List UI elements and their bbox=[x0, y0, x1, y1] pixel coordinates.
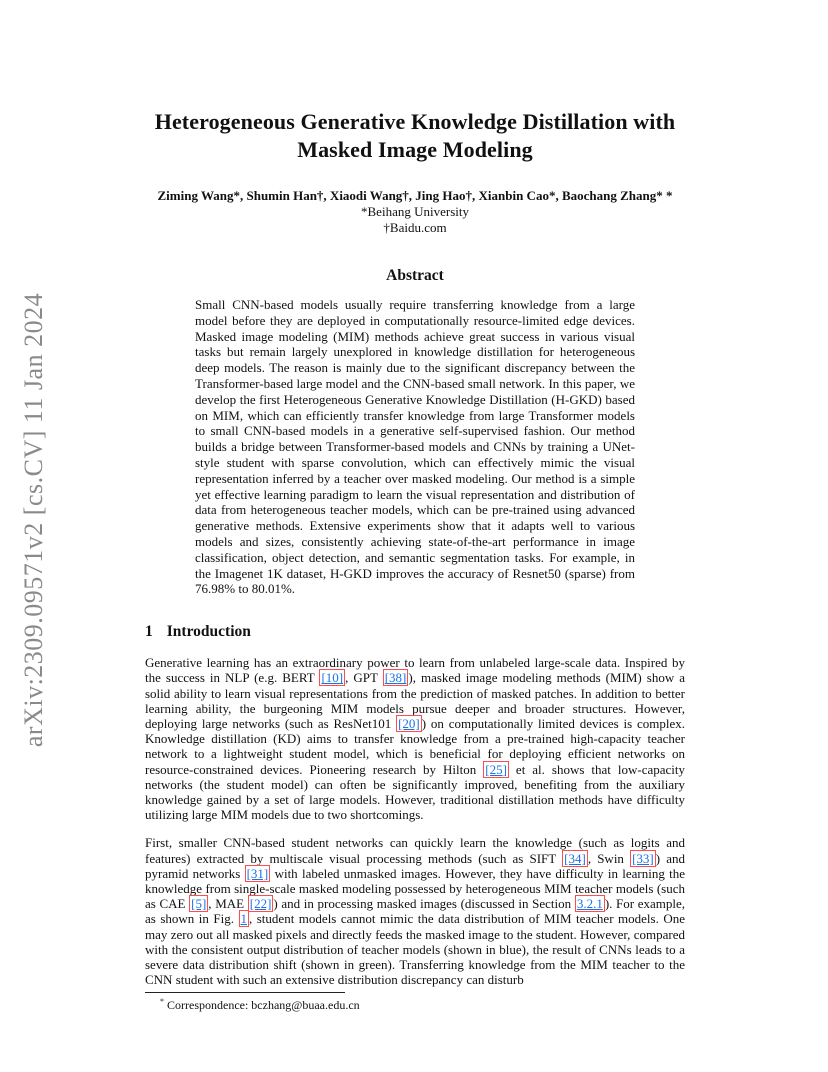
text-run: , Swin bbox=[587, 850, 631, 866]
text-run: First, smaller CNN-based student networks can quickly learn the knowledge (such as logits and features) extracted by multiscale visual processing methods (such as SIFT bbox=[145, 835, 685, 866]
text-run: ), masked image modeling methods (MIM) show a solid ability to learn visual representations from the prediction of masked patches. In addition to better learning ability, the burgeoning MIM models pursue deeper and broader structures. However, deploying large networks (such as ResNet101 bbox=[145, 670, 685, 731]
affiliation-2: †Baidu.com bbox=[383, 220, 447, 235]
text-run: et al. shows that low-capacity networks (the student model) can often be significantly improved, benefiting from the auxiliary knowledge gained by a set of large models. However, traditional distillation methods have difficulty utilizing large MIM models due to two shortcomings. bbox=[145, 761, 685, 823]
footnote-text: Correspondence: bczhang@buaa.edu.cn bbox=[167, 998, 360, 1012]
text-run: , student models cannot mimic the data distribution of MIM teacher models. One may zero out all masked pixels and directly feeds the masked image to the student. However, compared with the consistent output distribution of teacher models (shown in blue), the result of CNNs leads to a severe data distribution shift (shown in green). Transferring knowledge from the MIM teacher to the CNN student with such an extensive distribution discrepancy can disturb bbox=[145, 911, 685, 988]
figure-link[interactable]: 1 bbox=[240, 911, 247, 927]
citation-link[interactable]: [33] bbox=[632, 850, 654, 866]
citation-link[interactable]: [22] bbox=[249, 896, 272, 912]
author-block bbox=[145, 188, 685, 236]
citation-link[interactable]: [25] bbox=[485, 761, 507, 777]
footnote bbox=[160, 995, 360, 1012]
section-number: 1 bbox=[145, 623, 153, 641]
abstract-body: Small CNN-based models usually require transferring knowledge from a large model before they are deployed in computationally resource-limited edge devices. Masked image modeling (MIM) methods achieve great success in various visual tasks but remain largely unexplored in knowledge distillation for heterogeneous deep models. The reason is mainly due to the significant discrepancy between the Transformer-based large model and the CNN-based small network. In this paper, we develop the first Heterogeneous Generative Knowledge Distillation (H-GKD) based on MIM, which can efficiently transfer knowledge from large Transformer models to small CNN-based models in a generative self-supervised fashion. Our method builds a bridge between Transformer-based models and CNNs by training a UNet-style student with sparse convolution, which can effectively mimic the visual representation inferred by a teacher over masked modeling. Our method is a simple yet effective learning paradigm to learn the visual representation and distribution of data from heterogeneous teacher models, which can be pre-trained using advanced generative methods. Extensive experiments show that it adapts well to various models and sizes, consistently achieving state-of-the-art performance in image classification, object detection, and semantic segmentation tasks. For example, in the Imagenet 1K dataset, H-GKD improves the accuracy of Resnet50 (sparse) from 76.98% to 80.01%. bbox=[195, 297, 635, 597]
text-run: ) and in processing masked images (discussed in Section bbox=[273, 896, 575, 912]
section-title: Introduction bbox=[166, 623, 251, 641]
citation-link[interactable]: [10] bbox=[321, 670, 344, 686]
author-list: Ziming Wang*, Shumin Han†, Xiaodi Wang†, Jing Hao†, Xianbin Cao*, Baochang Zhang* * bbox=[157, 188, 673, 203]
paper-title: Heterogeneous Generative Knowledge Distillation with Masked Image Modeling bbox=[154, 109, 676, 162]
intro-paragraph-2 bbox=[145, 835, 685, 987]
section-1-heading bbox=[145, 622, 685, 642]
citation-link[interactable]: [38] bbox=[384, 670, 407, 686]
abstract-heading: Abstract bbox=[386, 267, 444, 284]
intro-paragraph-1 bbox=[145, 655, 685, 822]
arxiv-side-stamp bbox=[8, 280, 60, 760]
footnote-divider bbox=[145, 992, 345, 993]
text-run: with labeled unmasked images. However, they have difficulty in learning the knowledge from single-scale masked modeling possessed by heterogeneous MIM teacher models (such as CAE bbox=[145, 865, 686, 912]
footnote-mark: * bbox=[160, 997, 164, 1006]
text-run: ). For example, as shown in Fig. bbox=[145, 896, 686, 927]
arxiv-identifier: arXiv:2309.09571v2 [cs.CV] 11 Jan 2024 bbox=[19, 292, 48, 748]
citation-link[interactable]: [34] bbox=[564, 850, 586, 866]
paper-page bbox=[145, 108, 685, 987]
text-run: ) and pyramid networks bbox=[145, 850, 685, 881]
citation-link[interactable]: [20] bbox=[398, 715, 420, 731]
text-run: Generative learning has an extraordinary power to learn from unlabeled large-scale data. Inspired by the success in NLP (e.g. BERT bbox=[145, 655, 685, 686]
citation-link[interactable]: [31] bbox=[246, 865, 269, 881]
text-run: , MAE bbox=[208, 896, 248, 912]
section-link[interactable]: 3.2.1 bbox=[576, 896, 603, 912]
text-run: ) on computationally limited devices is complex. Knowledge distillation (KD) aims to transfer knowledge from a pre-trained high-capacity teacher network to a lightweight student model, which is beneficial for deploying efficient networks on resource-constrained devices. Pioneering research by Hilton bbox=[145, 715, 686, 777]
citation-link[interactable]: [5] bbox=[191, 896, 207, 912]
text-run: , GPT bbox=[345, 670, 383, 686]
affiliation-1: *Beihang University bbox=[361, 204, 469, 219]
